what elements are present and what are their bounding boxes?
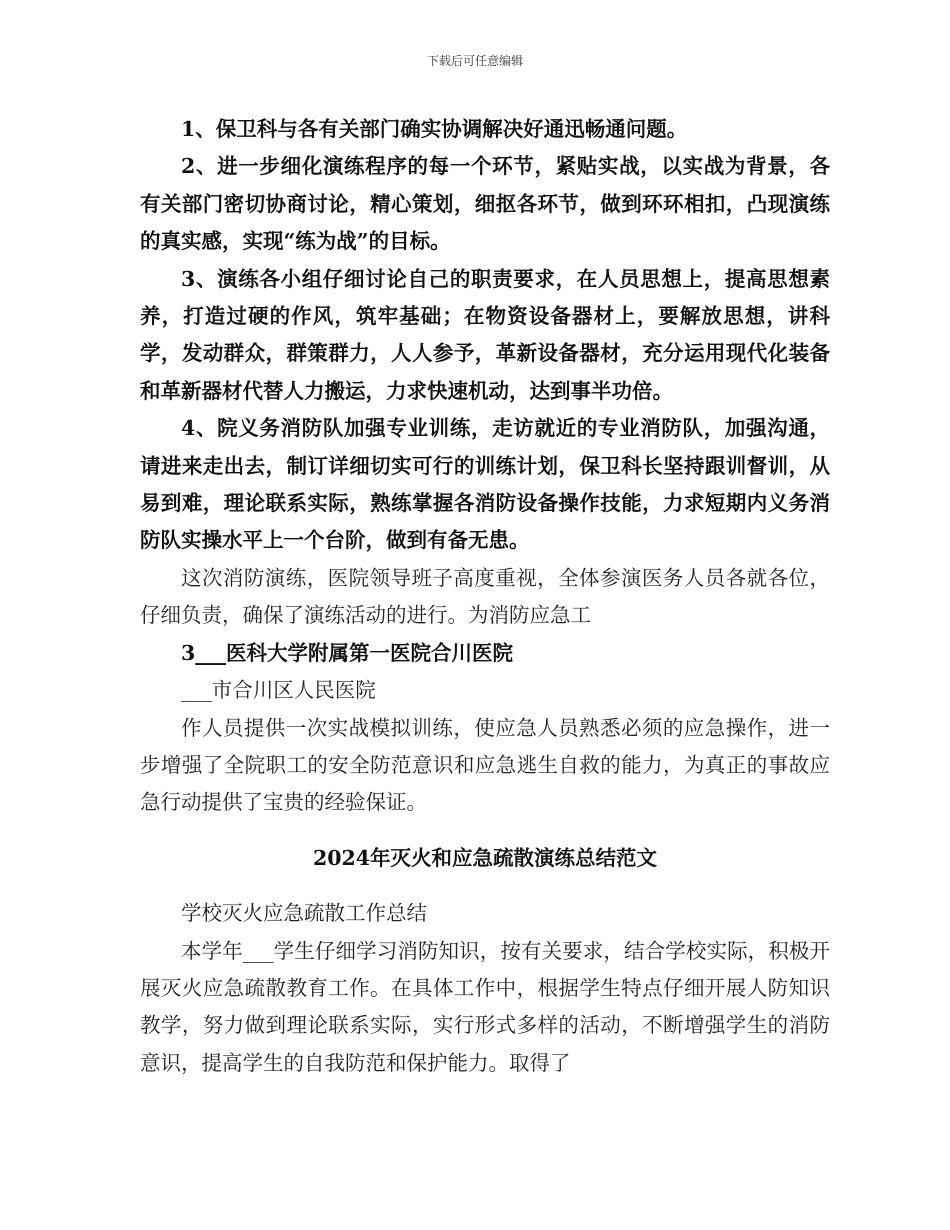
paragraph-item-2: 2、进一步细化演练程序的每一个环节，紧贴实战，以实战为背景，各有关部门密切协商讨论，精心策划，细抠各环节，做到环环相扣，凸现演练的真实感，实现“练为战”的目标。 <box>140 154 830 254</box>
paragraph-school-summary: 本学年___学生仔细学习消防知识，按有关要求，结合学校实际，积极开展灭火应急疏散教育工作。在具体工作中，根据学生特点仔细开展人防知识教学，努力做到理论联系实际，实行形式多样的活动，不断增强学生的消防意识，提高学生的自我防范和保护能力。取得了 <box>140 938 830 1075</box>
document-body <box>140 111 830 1082</box>
hospital-name-line: 3___医科大学附属第一医院合川医院 <box>181 640 514 665</box>
paragraph-item-3: 3、演练各小组仔细讨论自己的职责要求，在人员思想上，提高思想素养，打造过硬的作风，筑牢基础；在物资设备器材上，要解放思想，讲科学，发动群众，群策群力，人人参予，革新设备器材，充分运用现代化装备和革新器材代替人力搬运，力求快速机动，达到事半功倍。 <box>140 266 830 403</box>
hospital-subname-line: ___市合川区人民医院 <box>181 678 376 703</box>
page-header: 下载后可任意编辑 <box>426 54 523 68</box>
paragraph-drill-result: 作人员提供一次实战模拟训练，使应急人员熟悉必须的应急操作，进一步增强了全院职工的安全防范意识和应急逃生自救的能力，为真正的事故应急行动提供了宝贵的经验保证。 <box>140 715 830 815</box>
subsection-title: 学校灭火应急疏散工作总结 <box>181 901 427 926</box>
paragraph-drill-summary: 这次消防演练，医院领导班子高度重视，全体参演医务人员各就各位，仔细负责，确保了演练活动的进行。为消防应急工 <box>140 565 830 628</box>
section-title: 2024年灭火和应急疏散演练总结范文 <box>312 845 658 870</box>
paragraph-item-4: 4、院义务消防队加强专业训练，走访就近的专业消防队，加强沟通，请进来走出去，制订详细切实可行的训练计划，保卫科长坚持跟训督训，从易到难，理论联系实际，熟练掌握各消防设备操作技能，力求短期内义务消防队实操水平上一个台阶，做到有备无患。 <box>140 416 830 553</box>
paragraph-item-1: 1、保卫科与各有关部门确实协调解决好通迅畅通问题。 <box>181 117 688 141</box>
